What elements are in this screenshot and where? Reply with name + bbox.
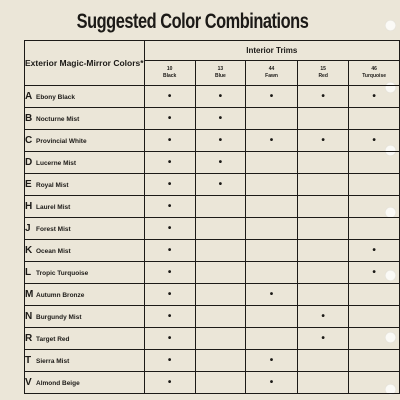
recommended-dot: • — [218, 156, 223, 168]
color-code-letter: N — [25, 311, 33, 322]
combination-cell — [144, 196, 195, 218]
combination-cell — [144, 174, 195, 196]
recommended-dot: • — [167, 310, 172, 322]
color-code-letter: M — [25, 289, 34, 300]
recommended-dot: • — [218, 112, 223, 124]
trim-header: 46 Turquoise — [349, 61, 400, 86]
combination-cell — [144, 218, 195, 240]
exterior-color-cell — [25, 240, 145, 262]
combination-cell — [298, 152, 349, 174]
recommended-dot: • — [167, 376, 172, 388]
recommended-dot: • — [167, 266, 172, 278]
recommended-dot: • — [372, 134, 376, 146]
exterior-color-cell — [25, 174, 145, 196]
combination-cell — [195, 240, 245, 262]
combination-cell — [195, 218, 245, 240]
color-name-label: Lucerne Mist — [36, 160, 77, 167]
combination-cell — [195, 372, 245, 394]
combination-cell — [349, 372, 400, 394]
combination-cell — [245, 86, 297, 108]
recommended-dot: • — [218, 134, 223, 146]
color-name-label: Sierra Mist — [36, 358, 70, 365]
recommended-dot: • — [218, 178, 223, 190]
recommended-dot: • — [321, 134, 325, 146]
combination-cell — [195, 152, 245, 174]
combination-cell — [144, 350, 195, 372]
combination-cell — [298, 350, 349, 372]
exterior-color-cell — [25, 152, 145, 174]
table-row — [25, 328, 400, 350]
color-code-letter: L — [25, 267, 32, 278]
combination-cell — [195, 174, 245, 196]
combination-cell — [195, 196, 245, 218]
color-code-letter: V — [25, 377, 32, 388]
exterior-color-cell — [25, 284, 145, 306]
color-name-label: Laurel Mist — [36, 204, 71, 211]
recommended-dot: • — [167, 156, 172, 168]
recommended-dot: • — [167, 354, 172, 366]
color-code-letter: E — [25, 179, 32, 190]
recommended-dot: • — [167, 244, 172, 256]
combination-cell — [195, 86, 245, 108]
color-name-label: Nocturne Mist — [36, 116, 80, 123]
combination-cell — [349, 108, 400, 130]
combination-cell — [245, 108, 297, 130]
combination-cell — [349, 196, 400, 218]
combination-cell — [349, 350, 400, 372]
color-code-letter: C — [25, 135, 33, 146]
recommended-dot: • — [321, 332, 325, 344]
recommended-dot: • — [372, 90, 376, 102]
color-name-label: Tropic Turquoise — [36, 270, 89, 277]
combination-cell — [298, 372, 349, 394]
table-row — [25, 306, 400, 328]
color-name-label: Target Red — [36, 336, 70, 343]
table-row — [25, 174, 400, 196]
table-row — [25, 108, 400, 130]
exterior-colors-header: Exterior Magic-Mirror Colors* — [25, 41, 145, 86]
recommended-dot: • — [269, 354, 274, 366]
color-code-letter: R — [25, 333, 33, 344]
recommended-dot: • — [269, 90, 274, 102]
recommended-dot: • — [218, 90, 223, 102]
combination-cell — [245, 328, 297, 350]
combination-cell — [349, 130, 400, 152]
combination-cell — [245, 284, 297, 306]
recommended-dot: • — [372, 244, 376, 256]
combination-cell — [298, 328, 349, 350]
combination-cell — [298, 108, 349, 130]
recommended-dot: • — [167, 222, 172, 234]
combination-cell — [349, 284, 400, 306]
recommended-dot: • — [167, 134, 172, 146]
binder-hole — [385, 20, 396, 31]
table-header-row — [25, 41, 400, 61]
table-row — [25, 152, 400, 174]
combination-cell — [245, 306, 297, 328]
recommended-dot: • — [321, 310, 325, 322]
color-name-label: Autumn Bronze — [36, 292, 85, 299]
exterior-color-cell — [25, 328, 145, 350]
table-row — [25, 130, 400, 152]
recommended-dot: • — [167, 90, 172, 102]
combination-cell — [298, 218, 349, 240]
combination-cell — [349, 152, 400, 174]
combination-cell — [245, 152, 297, 174]
combination-cell — [245, 130, 297, 152]
combination-cell — [298, 262, 349, 284]
combination-cell — [245, 218, 297, 240]
combination-cell — [144, 372, 195, 394]
combination-cell — [298, 196, 349, 218]
interior-trims-header: Interior Trims — [144, 41, 399, 61]
exterior-color-cell — [25, 108, 145, 130]
combination-cell — [144, 240, 195, 262]
exterior-color-cell — [25, 306, 145, 328]
color-name-label: Ebony Black — [36, 94, 76, 101]
recommended-dot: • — [167, 178, 172, 190]
color-name-label: Provincial White — [36, 138, 87, 145]
table-row — [25, 284, 400, 306]
page-title: Suggested Color Combinations — [76, 10, 309, 33]
combination-cell — [349, 306, 400, 328]
recommended-dot: • — [167, 200, 172, 212]
combination-cell — [195, 262, 245, 284]
combination-cell — [144, 284, 195, 306]
combination-cell — [245, 174, 297, 196]
combination-cell — [195, 284, 245, 306]
table-row — [25, 262, 400, 284]
combination-cell — [298, 284, 349, 306]
combination-cell — [349, 240, 400, 262]
combination-cell — [349, 174, 400, 196]
combination-cell — [195, 328, 245, 350]
combination-cell — [144, 306, 195, 328]
combination-cell — [298, 130, 349, 152]
color-code-letter: A — [25, 91, 33, 102]
color-code-letter: B — [25, 113, 33, 124]
combination-cell — [195, 306, 245, 328]
combination-cell — [144, 130, 195, 152]
recommended-dot: • — [167, 332, 172, 344]
color-code-letter: T — [25, 355, 32, 366]
color-name-label: Burgundy Mist — [36, 314, 82, 321]
trim-header: 15 Red — [298, 61, 349, 86]
color-code-letter: H — [25, 201, 33, 212]
color-name-label: Ocean Mist — [36, 248, 71, 255]
exterior-color-cell — [25, 86, 145, 108]
combination-cell — [144, 108, 195, 130]
combination-cell — [245, 240, 297, 262]
exterior-color-cell — [25, 218, 145, 240]
trim-header: 10 Black — [144, 61, 195, 86]
combination-cell — [349, 86, 400, 108]
combination-cell — [349, 218, 400, 240]
recommended-dot: • — [269, 134, 274, 146]
exterior-color-cell — [25, 130, 145, 152]
table-row — [25, 218, 400, 240]
recommended-dot: • — [372, 266, 376, 278]
recommended-dot: • — [321, 90, 325, 102]
combination-cell — [349, 328, 400, 350]
combination-cell — [349, 262, 400, 284]
combination-cell — [195, 108, 245, 130]
trim-header: 44 Fawn — [245, 61, 297, 86]
combination-cell — [245, 196, 297, 218]
recommended-dot: • — [167, 112, 172, 124]
exterior-color-cell — [25, 196, 145, 218]
combination-cell — [144, 328, 195, 350]
table-row — [25, 350, 400, 372]
combination-cell — [245, 372, 297, 394]
trim-header: 13 Blue — [195, 61, 245, 86]
exterior-color-cell — [25, 350, 145, 372]
combination-cell — [298, 86, 349, 108]
combination-cell — [195, 130, 245, 152]
combination-cell — [245, 350, 297, 372]
combination-cell — [144, 86, 195, 108]
color-combination-table — [24, 40, 400, 394]
combination-cell — [298, 174, 349, 196]
table-row — [25, 240, 400, 262]
table-row — [25, 86, 400, 108]
recommended-dot: • — [167, 288, 172, 300]
color-code-letter: D — [25, 157, 33, 168]
color-code-letter: K — [25, 245, 33, 256]
color-name-label: Forest Mist — [36, 226, 71, 233]
table-row — [25, 372, 400, 394]
recommended-dot: • — [269, 288, 274, 300]
table-row — [25, 196, 400, 218]
color-code-letter: J — [25, 223, 31, 234]
color-name-label: Royal Mist — [36, 182, 69, 189]
combination-cell — [298, 240, 349, 262]
color-name-label: Almond Beige — [36, 380, 80, 387]
combination-cell — [245, 262, 297, 284]
combination-cell — [195, 350, 245, 372]
combination-cell — [144, 152, 195, 174]
table-body — [25, 86, 400, 394]
exterior-color-cell — [25, 262, 145, 284]
combination-cell — [298, 306, 349, 328]
exterior-color-cell — [25, 372, 145, 394]
recommended-dot: • — [269, 376, 274, 388]
combination-cell — [144, 262, 195, 284]
